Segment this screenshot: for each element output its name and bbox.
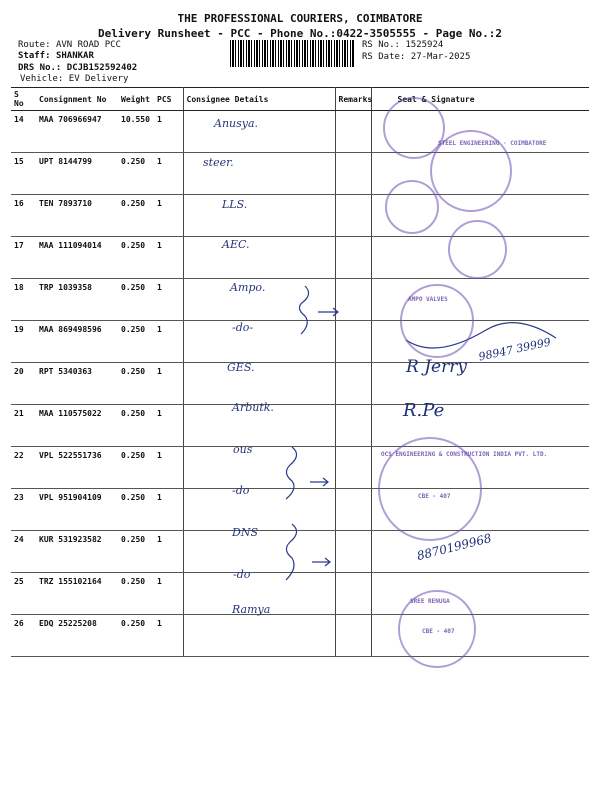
rs-no-value: 1525924 xyxy=(405,40,444,50)
col-sno: S No xyxy=(11,88,36,111)
cell-sno: 15 xyxy=(11,153,36,195)
cell-consignment: EDQ 25225208 xyxy=(36,615,118,657)
cell-weight: 10.550 xyxy=(118,111,154,153)
stamp-text-26: SREE RENUGA xyxy=(410,598,450,605)
stamp-row-16 xyxy=(385,180,439,234)
consignee-hw-14: Anusya. xyxy=(214,117,259,130)
cell-pcs: 1 xyxy=(154,447,183,489)
cell-consignment: MAA 869498596 xyxy=(36,321,118,363)
rs-date-value: 27-Mar-2025 xyxy=(410,52,471,62)
cell-consignment: MAA 111094014 xyxy=(36,237,118,279)
cell-sno: 23 xyxy=(11,489,36,531)
col-seal: Seal & Signature xyxy=(371,88,589,111)
cell-consignment: TEN 7893710 xyxy=(36,195,118,237)
consignee-hw-23: -do xyxy=(232,484,250,497)
consignee-hw-26: Ramya xyxy=(232,603,271,616)
staff-value: SHANKAR xyxy=(55,51,94,61)
cell-weight: 0.250 xyxy=(118,237,154,279)
cell-consignment: VPL 951904109 xyxy=(36,489,118,531)
consignee-hw-20: GES. xyxy=(227,361,255,374)
drs-value: DCJB152592402 xyxy=(66,63,138,73)
cell-pcs: 1 xyxy=(154,531,183,573)
stamp-text-23-mid: CBE - 407 xyxy=(418,493,451,500)
cell-weight: 0.250 xyxy=(118,195,154,237)
company-title: THE PROFESSIONAL COURIERS, COIMBATORE xyxy=(177,12,423,25)
rs-no-label: RS No.: xyxy=(362,40,400,50)
route-value: AVN ROAD PCC xyxy=(55,40,121,50)
consignee-hw-21: Arbutk. xyxy=(232,401,274,414)
cell-sno: 24 xyxy=(11,531,36,573)
consignee-hw-25: -do xyxy=(233,568,251,581)
cell-weight: 0.250 xyxy=(118,321,154,363)
consignee-hw-18: Ampo. xyxy=(230,281,266,294)
rs-date-label: RS Date: xyxy=(362,52,406,62)
cell-pcs: 1 xyxy=(154,279,183,321)
cell-pcs: 1 xyxy=(154,195,183,237)
cell-consignment: RPT 5340363 xyxy=(36,363,118,405)
cell-consignment: TRP 1039358 xyxy=(36,279,118,321)
cell-weight: 0.250 xyxy=(118,405,154,447)
cell-pcs: 1 xyxy=(154,573,183,615)
stamp-row-17 xyxy=(448,220,507,279)
drs-label: DRS No.: xyxy=(18,63,62,73)
cell-sno: 16 xyxy=(11,195,36,237)
cell-pcs: 1 xyxy=(154,321,183,363)
cell-consignment: KUR 531923582 xyxy=(36,531,118,573)
cell-weight: 0.250 xyxy=(118,531,154,573)
cell-pcs: 1 xyxy=(154,615,183,657)
cell-weight: 0.250 xyxy=(118,363,154,405)
phone-20: 98947 39999 xyxy=(477,335,553,364)
cell-sno: 20 xyxy=(11,363,36,405)
col-consignment: Consignment No xyxy=(36,88,118,111)
cell-consignment: TRZ 155102164 xyxy=(36,573,118,615)
cell-consignment: VPL 522551736 xyxy=(36,447,118,489)
consignee-hw-24: DNS xyxy=(232,526,258,539)
cell-sno: 18 xyxy=(11,279,36,321)
cell-consignment: MAA 706966947 xyxy=(36,111,118,153)
cell-sno: 14 xyxy=(11,111,36,153)
signature-21: R.Pe xyxy=(403,400,445,421)
cell-pcs: 1 xyxy=(154,237,183,279)
cell-sno: 26 xyxy=(11,615,36,657)
col-pcs: PCS xyxy=(154,88,183,111)
cell-sno: 17 xyxy=(11,237,36,279)
stamp-text-26-mid: CBE - 407 xyxy=(422,628,455,635)
cell-sno: 25 xyxy=(11,573,36,615)
cell-pcs: 1 xyxy=(154,153,183,195)
consignee-hw-19: -do- xyxy=(232,321,254,334)
col-consignee: Consignee Details xyxy=(183,88,335,111)
stamp-text-23: OCS ENGINEERING & CONSTRUCTION INDIA PVT. LTD. xyxy=(381,451,548,458)
cell-consignment: MAA 110575022 xyxy=(36,405,118,447)
vehicle-value: EV Delivery xyxy=(68,74,129,84)
cell-sno: 22 xyxy=(11,447,36,489)
consignee-hw-22: ous xyxy=(233,443,253,456)
runsheet-subtitle: Delivery Runsheet - PCC - Phone No.:0422-3505555 - Page No.:2 xyxy=(98,27,502,40)
stamp-text-15: STEEL ENGINEERING · COIMBATORE xyxy=(438,140,547,147)
cell-weight: 0.250 xyxy=(118,573,154,615)
cell-weight: 0.250 xyxy=(118,615,154,657)
cell-consignment: UPT 8144799 xyxy=(36,153,118,195)
col-weight: Weight xyxy=(118,88,154,111)
cell-sno: 19 xyxy=(11,321,36,363)
col-remarks: Remarks xyxy=(335,88,371,111)
stamp-text-19: AMPO VALVES xyxy=(408,296,448,303)
phone-25: 8870199968 xyxy=(415,530,493,564)
cell-pcs: 1 xyxy=(154,489,183,531)
cell-weight: 0.250 xyxy=(118,279,154,321)
route-label: Route: xyxy=(18,40,51,50)
cell-weight: 0.250 xyxy=(118,489,154,531)
cell-weight: 0.250 xyxy=(118,153,154,195)
cell-pcs: 1 xyxy=(154,363,183,405)
staff-label: Staff: xyxy=(18,51,51,61)
consignee-hw-15: steer. xyxy=(203,156,234,169)
cell-pcs: 1 xyxy=(154,405,183,447)
cell-weight: 0.250 xyxy=(118,447,154,489)
vehicle-label: Vehicle: xyxy=(20,74,64,84)
cell-sno: 21 xyxy=(11,405,36,447)
cell-pcs: 1 xyxy=(154,111,183,153)
consignee-hw-17: AEC. xyxy=(222,238,250,251)
consignee-hw-16: LLS. xyxy=(222,198,248,211)
signature-20: R Jerry xyxy=(406,357,467,377)
